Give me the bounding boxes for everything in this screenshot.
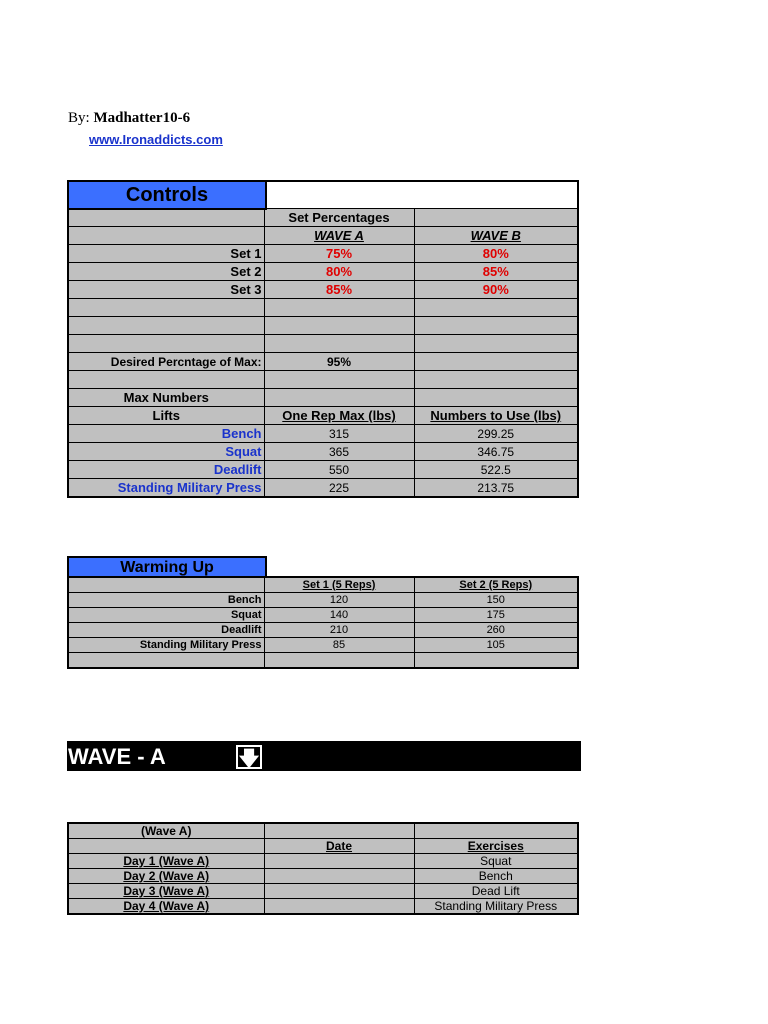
wave-a-value[interactable]: 75%	[264, 245, 414, 263]
set-label: Set 1	[68, 245, 264, 263]
author-line	[68, 110, 190, 127]
controls-title: Controls	[67, 180, 267, 210]
lift-max[interactable]: 550	[264, 461, 414, 479]
warm-set1: 140	[264, 608, 414, 623]
table-row	[68, 839, 578, 854]
numbers-to-use-label: Numbers to Use (lbs)	[414, 407, 578, 425]
lift-use: 346.75	[414, 443, 578, 461]
wave-b-value[interactable]: 90%	[414, 281, 578, 299]
table-row	[68, 593, 578, 608]
desired-percentage-value[interactable]: 95%	[264, 353, 414, 371]
wave-b-value[interactable]: 80%	[414, 245, 578, 263]
table-row	[68, 281, 578, 299]
one-rep-max-label: One Rep Max (lbs)	[264, 407, 414, 425]
day-exercise: Dead Lift	[414, 884, 578, 899]
warm-lift-name: Squat	[68, 608, 264, 623]
day-date[interactable]	[264, 899, 414, 915]
warm-set1: 120	[264, 593, 414, 608]
table-row	[68, 577, 578, 593]
table-row	[68, 407, 578, 425]
set1-label: Set 1 (5 Reps)	[264, 577, 414, 593]
table-row	[68, 245, 578, 263]
day-date[interactable]	[264, 869, 414, 884]
arrow-down-icon[interactable]: 🡇	[236, 745, 262, 769]
lift-max[interactable]: 225	[264, 479, 414, 498]
table-row	[68, 371, 578, 389]
warming-up-table	[67, 576, 579, 669]
warm-set1: 85	[264, 638, 414, 653]
wave-b-value[interactable]: 85%	[414, 263, 578, 281]
table-row	[68, 443, 578, 461]
day-exercise: Squat	[414, 854, 578, 869]
warm-set2: 150	[414, 593, 578, 608]
warm-lift-name: Deadlift	[68, 623, 264, 638]
day-date[interactable]	[264, 854, 414, 869]
table-row	[68, 299, 578, 317]
warming-up-title: Warming Up	[67, 556, 267, 580]
day-label[interactable]: Day 4 (Wave A)	[68, 899, 264, 915]
day-label[interactable]: Day 1 (Wave A)	[68, 854, 264, 869]
lift-name: Squat	[68, 443, 264, 461]
table-row	[68, 389, 578, 407]
warm-set1: 210	[264, 623, 414, 638]
desired-percentage-label: Desired Percntage of Max:	[68, 353, 264, 371]
wave-a-header: (Wave A)	[68, 823, 264, 839]
lift-name: Deadlift	[68, 461, 264, 479]
wave-a-label: WAVE A	[264, 227, 414, 245]
lift-max[interactable]: 315	[264, 425, 414, 443]
exercises-label: Exercises	[414, 839, 578, 854]
table-row	[68, 263, 578, 281]
lifts-label: Lifts	[68, 407, 264, 425]
table-row	[68, 317, 578, 335]
table-row	[68, 335, 578, 353]
table-row	[68, 869, 578, 884]
day-label[interactable]: Day 2 (Wave A)	[68, 869, 264, 884]
set2-label: Set 2 (5 Reps)	[414, 577, 578, 593]
table-row	[68, 608, 578, 623]
day-exercise: Standing Military Press	[414, 899, 578, 915]
lift-name: Bench	[68, 425, 264, 443]
day-label[interactable]: Day 3 (Wave A)	[68, 884, 264, 899]
table-row	[68, 425, 578, 443]
day-exercise: Bench	[414, 869, 578, 884]
wave-a-value[interactable]: 85%	[264, 281, 414, 299]
table-row	[68, 899, 578, 915]
lift-name: Standing Military Press	[68, 479, 264, 498]
lift-use: 299.25	[414, 425, 578, 443]
table-row	[68, 623, 578, 638]
lift-max[interactable]: 365	[264, 443, 414, 461]
table-row	[68, 479, 578, 498]
table-row	[68, 461, 578, 479]
date-label: Date	[264, 839, 414, 854]
warm-set2: 175	[414, 608, 578, 623]
wave-a-title: WAVE - A	[68, 744, 166, 769]
lift-use: 213.75	[414, 479, 578, 498]
max-numbers-label: Max Numbers	[68, 389, 264, 407]
set-label: Set 3	[68, 281, 264, 299]
day-date[interactable]	[264, 884, 414, 899]
table-row	[68, 353, 578, 371]
table-row	[68, 209, 578, 227]
author-by-label: By:	[68, 110, 90, 126]
warm-set2: 105	[414, 638, 578, 653]
table-row	[68, 854, 578, 869]
lift-use: 522.5	[414, 461, 578, 479]
set-percentages-label: Set Percentages	[264, 209, 414, 227]
author-name: Madhatter10-6	[93, 110, 191, 126]
wave-a-table	[67, 822, 579, 915]
wave-b-label: WAVE B	[414, 227, 578, 245]
warm-lift-name: Standing Military Press	[68, 638, 264, 653]
set-label: Set 2	[68, 263, 264, 281]
warm-lift-name: Bench	[68, 593, 264, 608]
table-row	[68, 884, 578, 899]
warm-set2: 260	[414, 623, 578, 638]
controls-table	[67, 180, 579, 498]
table-row	[68, 638, 578, 653]
table-row	[68, 653, 578, 669]
wave-a-value[interactable]: 80%	[264, 263, 414, 281]
table-row	[68, 227, 578, 245]
website-link[interactable]: www.Ironaddicts.com	[89, 132, 223, 147]
table-row	[68, 823, 578, 839]
